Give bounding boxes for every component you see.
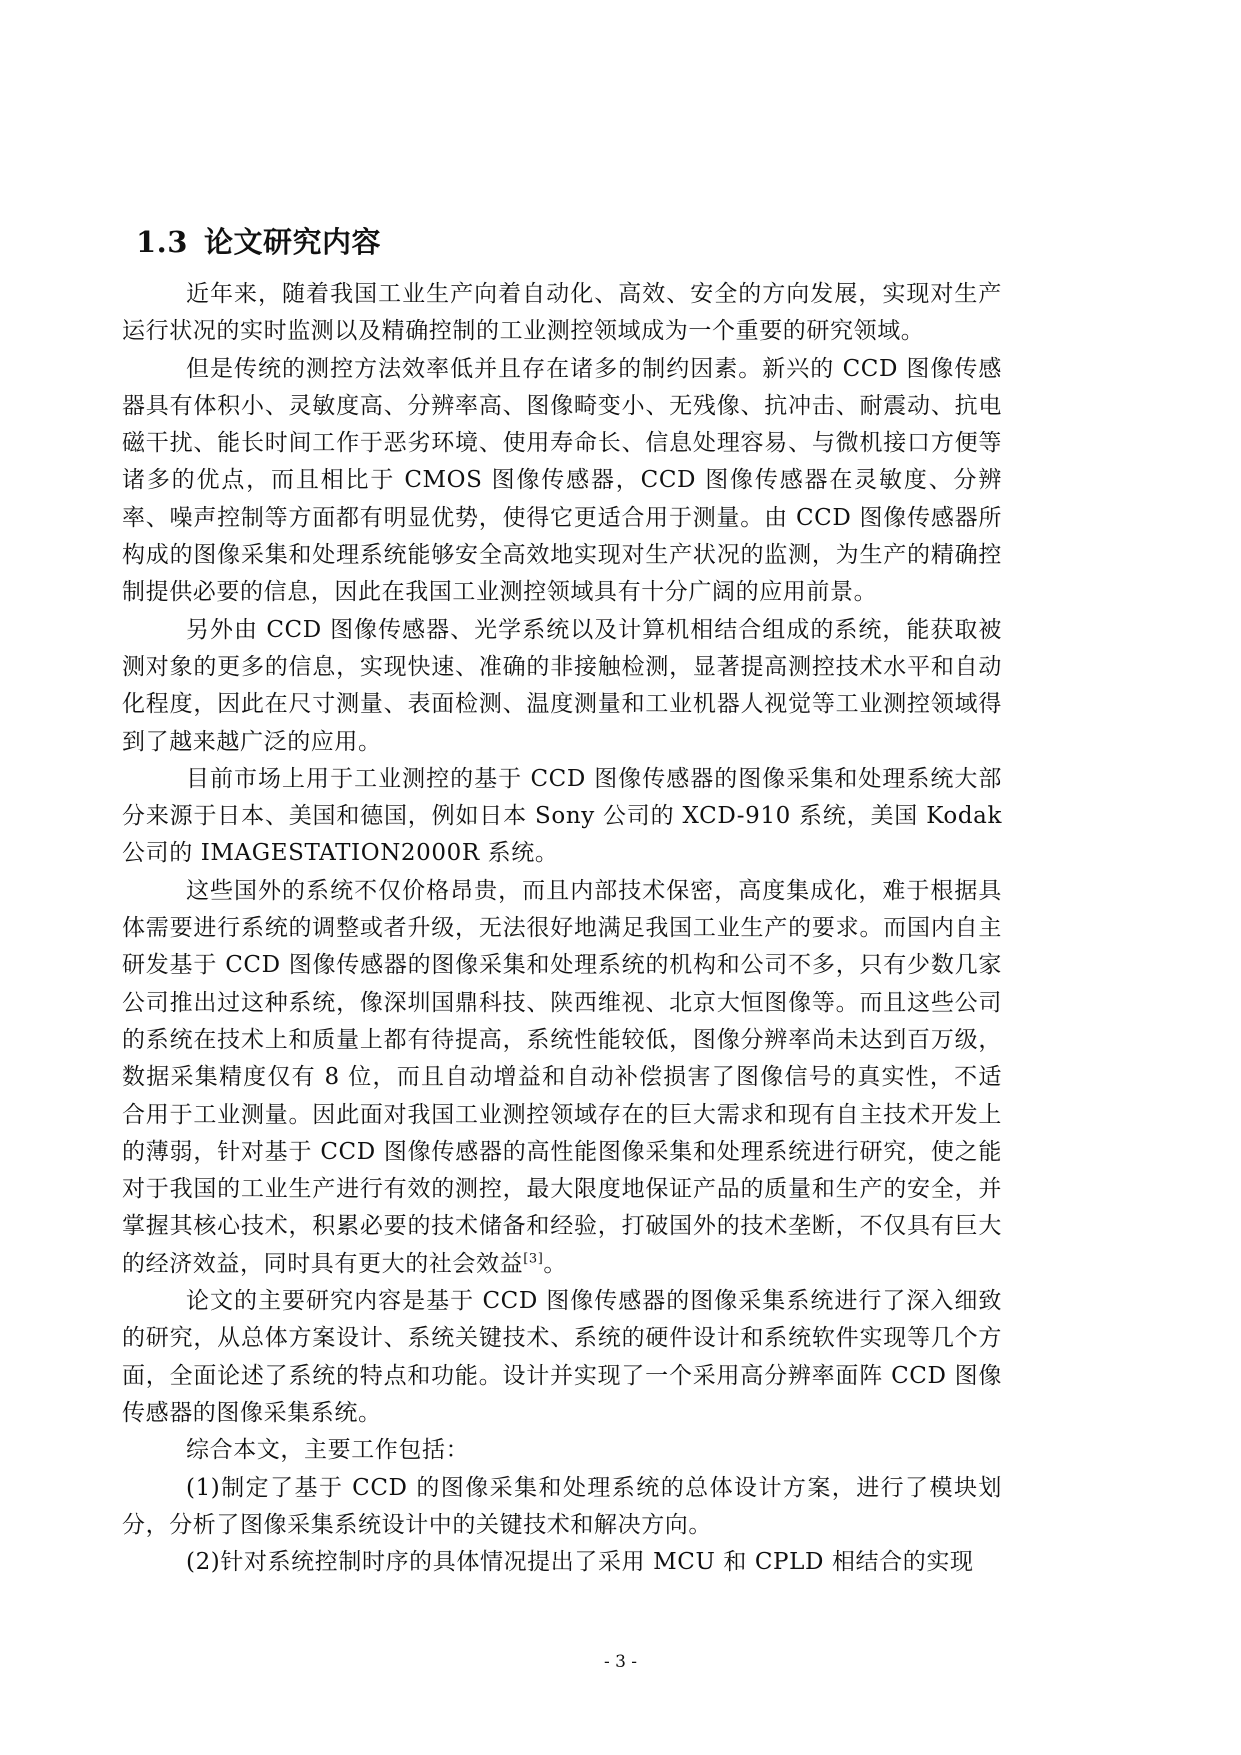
page-number: - 3 -	[603, 1652, 638, 1672]
paragraph-1: 近年来，随着我国工业生产向着自动化、高效、安全的方向发展，实现对生产运行状况的实时监测以及精确控制的工业测控领域成为一个重要的研究领域。	[122, 281, 1002, 345]
citation-reference: [3]	[523, 1251, 544, 1267]
section-number: 1.3	[136, 225, 188, 259]
section-title: 论文研究内容	[203, 225, 381, 259]
paragraph-3: 另外由 CCD 图像传感器、光学系统以及计算机相结合组成的系统，能获取被测对象的更多的信息，实现快速、准确的非接触检测，显著提高测控技术水平和自动化程度，因此在尺寸测量、表面检测、温度测量和工业机器人视觉等工业测控领域得到了越来越广泛的应用。	[122, 616, 1002, 755]
paragraph-6: 论文的主要研究内容是基于 CCD 图像传感器的图像采集系统进行了深入细致的研究，从总体方案设计、系统关键技术、系统的硬件设计和系统软件实现等几个方面，全面论述了系统的特点和功能。设计并实现了一个采用高分辨率面阵 CCD 图像传感器的图像采集系统。	[122, 1288, 1002, 1426]
paragraph-5-text: 这些国外的系统不仅价格昂贵，而且内部技术保密，高度集成化，难于根据具体需要进行系统的调整或者升级，无法很好地满足我国工业生产的要求。而国内自主研发基于 CCD 图像传感器的图像采集和处理系统的机构和公司不多，只有少数几家公司推出过这种系统，像深圳国鼎科技、陕西维视、北京大恒图像等。而且这些公司的系统在技术上和质量上都有待提高，系统性能较低，图像分辨率尚未达到百万级，数据采集精度仅有 8 位，而且自动增益和自动补偿损害了图像信号的真实性，不适合用于工业测量。因此面对我国工业测控领域存在的巨大需求和现有自主技术开发上的薄弱，针对基于 CCD 图像传感器的高性能图像采集和处理系统进行研究，使之能对于我国的工业生产进行有效的测控，最大限度地保证产品的质量和生产的安全，并掌握其核心技术，积累必要的技术储备和经验，打破国外的技术垄断，不仅具有巨大的经济效益，同时具有更大的社会效益	[122, 877, 1002, 1277]
paragraph-7: 综合本文，主要工作包括：	[186, 1437, 470, 1464]
paragraph-9: (2)针对系统控制时序的具体情况提出了采用 MCU 和 CPLD 相结合的实现	[186, 1549, 974, 1576]
body-text	[122, 276, 1002, 1581]
paragraph-8: (1)制定了基于 CCD 的图像采集和处理系统的总体设计方案，进行了模块划分，分析了图像采集系统设计中的关键技术和解决方向。	[122, 1474, 1002, 1538]
paragraph-5	[122, 873, 1002, 1283]
paragraph-4: 目前市场上用于工业测控的基于 CCD 图像传感器的图像采集和处理系统大部分来源于日本、美国和德国，例如日本 Sony 公司的 XCD-910 系统，美国 Kodak 公司的 IMAGESTATION2000R 系统。	[122, 765, 1002, 867]
paragraph-5-end: 。	[543, 1250, 568, 1277]
section-heading	[136, 222, 381, 262]
paragraph-2: 但是传统的测控方法效率低并且存在诸多的制约因素。新兴的 CCD 图像传感器具有体积小、灵敏度高、分辨率高、图像畸变小、无残像、抗冲击、耐震动、抗电磁干扰、能长时间工作于恶劣环境、使用寿命长、信息处理容易、与微机接口方便等诸多的优点，而且相比于 CMOS 图像传感器，CCD 图像传感器在灵敏度、分辨率、噪声控制等方面都有明显优势，使得它更适合用于测量。由 CCD 图像传感器所构成的图像采集和处理系统能够安全高效地实现对生产状况的监测，为生产的精确控制提供必要的信息，因此在我国工业测控领域具有十分广阔的应用前景。	[122, 355, 1002, 606]
